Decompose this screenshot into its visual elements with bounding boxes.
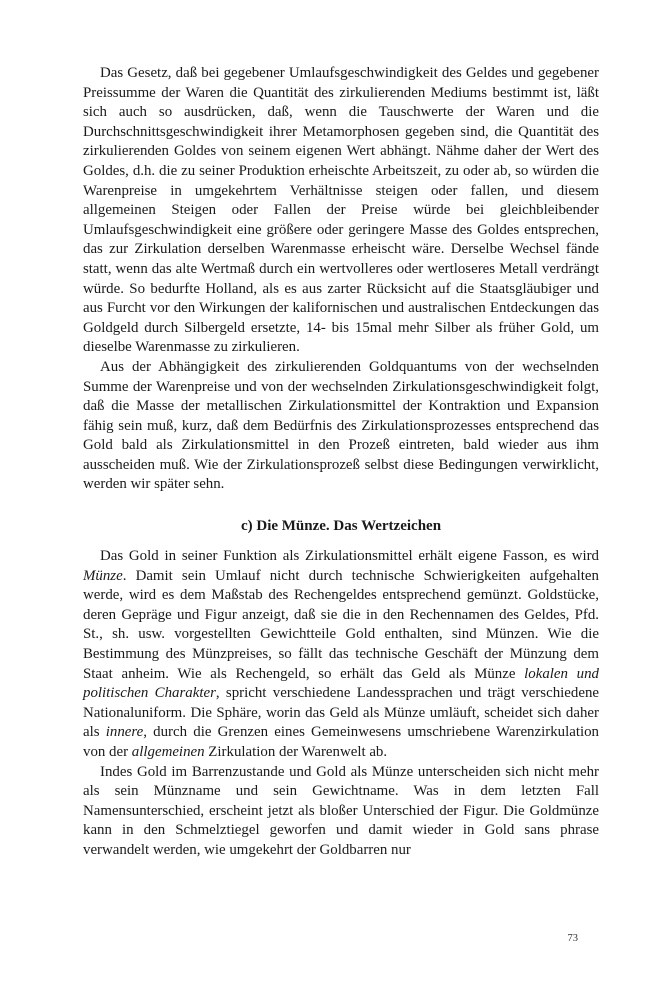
emphasis-muenze: Münze <box>83 567 123 584</box>
page-body <box>83 64 599 861</box>
paragraph-abhaengigkeit: Aus der Abhängigkeit des zirkulierenden Goldquantums von der wechselnden Summe der Warenpreise und von der wechselnden Zirkulationsgeschwindigkeit folgt, daß die Masse der metallischen Zirkulationsmittel der Kontraktion und Expansion fähig sein muß, kurz, daß dem Bedürfnis des Zirkulationsprozesses entsprechend das Gold bald als Zirkulationsmittel in den Prozeß eintreten, bald wieder aus ihm ausscheiden muß. Wie der Zirkulationsprozeß selbst diese Bedingungen verwirklicht, werden wir später sehn. <box>83 358 599 493</box>
text-segment: , durch die Grenzen eines Gemeinwesens umschriebene Warenzirkulation von der <box>83 724 600 760</box>
emphasis-allgemeinen: allgemeinen <box>131 744 205 760</box>
text-segment: . Damit sein Umlauf nicht durch technische Schwierigkeiten aufgehalten werde, wird es dem Maßstab des Rechengeldes entsprechend gemünzt. Goldstücke, deren Gepräge und Figur anzeigt, daß sie die in den Rechennamen des Geldes, Pfd. St., sh. usw. vorgestellten Gewichtteile Gold enthalten, sind Münzen. Wie die Bestimmung des Münzpreises, so fällt das technische Geschäft der Münzung dem Staat anheim. Wie als Rechengeld, so erhält das Geld als Münze <box>83 567 599 682</box>
paragraph-gesetz: Das Gesetz, daß bei gegebener Umlaufsgeschwindigkeit des Geldes und gegebener Preissumme der Waren die Quantität des zirkulierenden Mediums bestimmt ist, läßt sich auch so ausdrücken, daß, wenn die Tauschwerte der Waren und die Durchschnittsgeschwindigkeit ihrer Metamorphosen gegeben sind, die Quantität des zirkulierenden Goldes von seinem eigenen Wert abhängt. Nähme daher der Wert des Goldes, d.h. die zu seiner Produktion erheischte Arbeitszeit, zu oder ab, so würden die Warenpreise in umgekehrtem Verhältnisse steigen oder fallen, und diesem allgemeinen Steigen oder Fallen der Preise würde bei gleichbleibender Umlaufsgeschwindigkeit eine größere oder geringere Masse des Goldes entsprechen, das zur Zirkulation derselben Warenmasse erheischt wäre. Derselbe Wechsel fände statt, wenn das alte Wertmaß durch ein wertvolleres oder wertloseres Metall verdrängt würde. So bedurfte Holland, als es aus zarter Rücksicht auf die Staatsgläubiger und aus Furcht vor den Wirkungen der kalifornischen und australischen Entdeckungen das Goldgeld durch Silbergeld ersetzte, 14- bis 15mal mehr Silber als früher Gold, um dieselbe Warenmasse zu zirkulieren. <box>83 65 599 356</box>
text-segment: Das Gold in seiner Funktion als Zirkulationsmittel erhält eigene Fasson, es wird <box>100 548 599 565</box>
paragraph-muenze <box>83 547 599 763</box>
text-segment: Zirkulation der Warenwelt ab. <box>204 744 388 760</box>
emphasis-innere: innere <box>105 724 144 741</box>
paragraph-barrenzustand: Indes Gold im Barrenzustande und Gold als Münze unterscheiden sich nicht mehr als sein Münzname und sein Gewichtname. Was in dem letzten Fall Namensunterschied, erscheint jetzt als bloßer Unterschied der Figur. Die Goldmünze kann in den Schmelztiegel geworfen und damit wieder in Gold sans phrase verwandelt werden, wie umgekehrt der Goldbarren nur <box>83 763 599 858</box>
page-number: 73 <box>567 933 578 944</box>
text-segment: , spricht verschiedene Landessprachen und trägt verschiedene Nationaluniform. Die Sphäre, worin das Geld als Münze umläuft, scheidet sich daher als <box>83 685 599 741</box>
emphasis-lokal-politisch: lokalen und politischen Charakter <box>83 665 599 702</box>
section-heading: c) Die Münze. Das Wertzeichen <box>240 518 442 535</box>
